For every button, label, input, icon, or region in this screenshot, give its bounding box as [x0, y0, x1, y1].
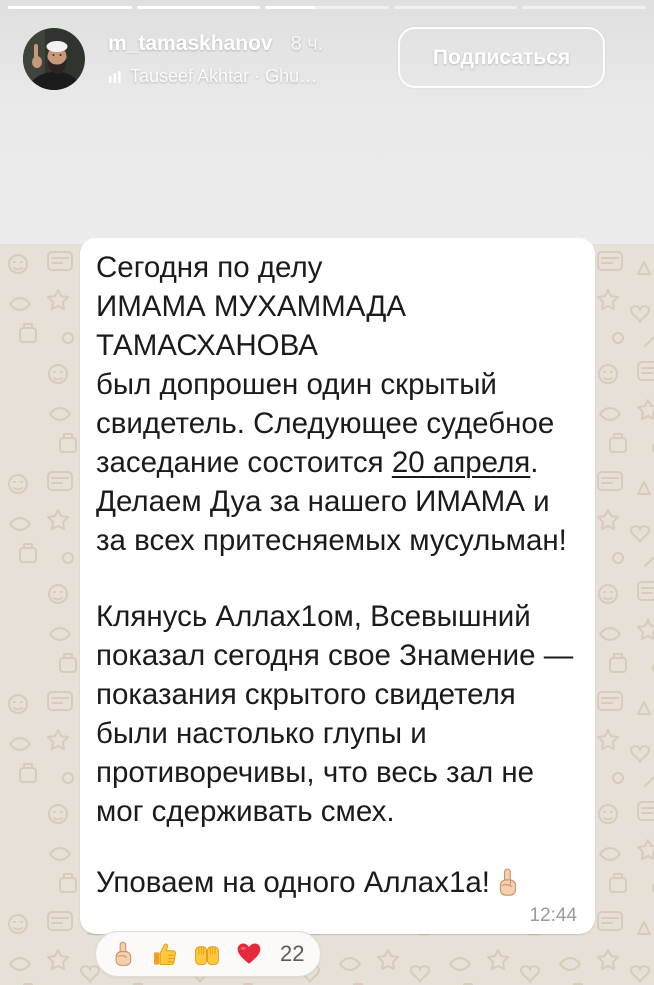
message-paragraph — [96, 597, 595, 831]
message-line: ТАМАСХАНОВА — [96, 329, 318, 362]
reactions-bar — [95, 931, 321, 977]
thumbs-up-icon — [152, 941, 178, 967]
message-line: ИМАМА МУХАММАДА — [96, 290, 407, 323]
message-text: заседание состоится — [96, 446, 392, 479]
message-text: Уповаем на одного Аллах1а! — [96, 866, 490, 899]
message-text: . — [530, 446, 539, 479]
index-pointing-up-icon — [494, 867, 521, 898]
message-line — [96, 863, 595, 902]
story-progress-fill — [265, 6, 314, 9]
music-attribution[interactable] — [108, 66, 317, 87]
message-line: показал сегодня свое Знамение — — [96, 639, 574, 672]
message-line: Делаем Дуа за нашего ИМАМА и — [96, 485, 550, 518]
music-bars-icon — [108, 70, 122, 84]
message-line: противоречивы, что весь зал не — [96, 756, 535, 789]
message-line: мог сдерживать смех. — [96, 795, 395, 828]
message-time: 12:44 — [529, 905, 577, 926]
date-link: 20 апреля — [391, 446, 531, 479]
story-author — [108, 32, 323, 56]
subscribe-button[interactable]: Подписаться — [398, 27, 605, 88]
message-line: свидетель. Следующее судебное — [96, 407, 555, 440]
story-progress-segment — [394, 6, 518, 9]
message-line: Клянусь Аллах1ом, Всевышний — [96, 600, 531, 633]
palms-up-together-icon — [194, 941, 220, 967]
message-line: был допрошен один скрытый — [96, 368, 497, 401]
story-progress-segment — [8, 6, 132, 9]
story-time: 8 ч. — [290, 33, 324, 55]
index-pointing-up-icon — [110, 941, 136, 967]
red-heart-icon — [236, 941, 262, 967]
message-line: за всех притесняемых мусульман! — [96, 524, 567, 557]
story-progress-fill — [8, 6, 132, 9]
story-progress-segment — [137, 6, 261, 9]
story-progress-segment — [522, 6, 646, 9]
music-label: Tauseef Akhtar · Ghu… — [130, 66, 318, 86]
message-line: показания скрытого свидетеля — [96, 678, 516, 711]
avatar[interactable] — [23, 28, 85, 90]
message-bubble — [80, 238, 595, 934]
username[interactable]: m_tamaskhanov — [108, 32, 273, 55]
message-line: были настолько глупы и — [96, 717, 427, 750]
message-line: Сегодня по делу — [96, 251, 323, 284]
message-line — [96, 443, 595, 482]
message-paragraph — [96, 863, 595, 902]
story-progress-segment — [265, 6, 389, 9]
story-progress — [8, 6, 646, 9]
message-paragraph — [96, 248, 595, 560]
story-progress-fill — [137, 6, 261, 9]
reaction-count: 22 — [280, 941, 305, 966]
